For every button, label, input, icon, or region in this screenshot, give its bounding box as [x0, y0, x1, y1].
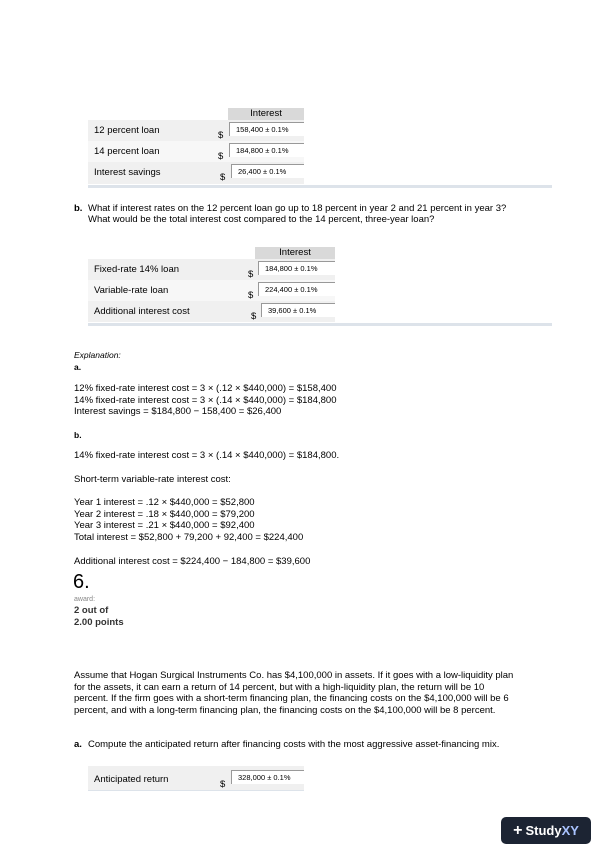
- explanation-line: Total interest = $52,800 + 79,200 + 92,400 = $224,400: [74, 532, 304, 543]
- plus-icon: +: [513, 822, 523, 839]
- table-row: [88, 301, 335, 322]
- answer-field[interactable]: 224,400 ± 0.1%: [258, 282, 335, 296]
- question-body: Assume that Hogan Surgical Instruments Co. has $4,100,000 in assets. If it goes with a low-liquidity plan: [74, 670, 514, 681]
- explanation-part-b: b.: [74, 430, 82, 440]
- currency-symbol: $: [248, 290, 254, 301]
- question-text: What would be the total interest cost compared to the 14 percent, three-year loan?: [88, 214, 435, 225]
- explanation-line: Year 2 interest = .18 × $440,000 = $79,200: [74, 509, 255, 520]
- answer-field[interactable]: 184,800 ± 0.1%: [258, 261, 335, 275]
- row-label: Anticipated return: [94, 774, 169, 785]
- studyxy-logo: + StudyXY: [501, 817, 591, 844]
- question-body: percent, and with a long-term financing plan, the financing costs on the $4,100,000 will be 8 percent.: [74, 705, 496, 716]
- explanation-line: Short-term variable-rate interest cost:: [74, 474, 231, 485]
- row-label: Additional interest cost: [94, 306, 190, 317]
- question-text: Compute the anticipated return after financing costs with the most aggressive asset-financing mix.: [88, 739, 500, 750]
- answer-field[interactable]: 328,000 ± 0.1%: [231, 770, 304, 784]
- currency-symbol: $: [218, 151, 224, 162]
- currency-symbol: $: [251, 311, 257, 322]
- currency-symbol: $: [248, 269, 254, 280]
- interest-table-b: [88, 247, 335, 322]
- currency-symbol: $: [218, 130, 224, 141]
- answer-field[interactable]: 26,400 ± 0.1%: [231, 164, 304, 178]
- divider: [88, 323, 552, 326]
- table-row: [88, 280, 335, 301]
- row-label: 12 percent loan: [94, 125, 160, 136]
- explanation-line: Year 3 interest = .21 × $440,000 = $92,400: [74, 520, 255, 531]
- currency-symbol: $: [220, 779, 226, 790]
- currency-symbol: $: [220, 172, 226, 183]
- table-header: Interest: [255, 247, 335, 259]
- explanation-line: 12% fixed-rate interest cost = 3 × (.12 × $440,000) = $158,400: [74, 383, 337, 394]
- row-label: 14 percent loan: [94, 146, 160, 157]
- question-text: What if interest rates on the 12 percent loan go up to 18 percent in year 2 and 21 percent in year 3?: [88, 203, 507, 214]
- anticipated-return-table: [88, 766, 304, 790]
- answer-field[interactable]: 158,400 ± 0.1%: [229, 122, 304, 136]
- table-row: [88, 120, 304, 184]
- explanation-line: Interest savings = $184,800 − 158,400 = $26,400: [74, 406, 282, 417]
- explanation-part-a: a.: [74, 362, 82, 372]
- explanation-line: 14% fixed-rate interest cost = 3 × (.14 × $440,000) = $184,800: [74, 395, 337, 406]
- table-row: [88, 259, 335, 280]
- question-number: 6.: [73, 571, 90, 593]
- interest-table-a: [88, 108, 304, 184]
- answer-field[interactable]: 39,600 ± 0.1%: [261, 303, 335, 317]
- question-marker: a.: [74, 739, 82, 750]
- row-label: Fixed-rate 14% loan: [94, 264, 180, 275]
- points-score: 2.00 points: [74, 617, 124, 628]
- award-label: award:: [74, 596, 96, 603]
- divider: [88, 790, 304, 791]
- question-body: for the assets, it can earn a return of 14 percent, but with a high-liquidity plan, the return will be 10: [74, 682, 485, 693]
- explanation-heading: Explanation:: [74, 350, 121, 360]
- table-header: Interest: [228, 108, 304, 120]
- row-label: Interest savings: [94, 167, 161, 178]
- question-body: percent. If the firm goes with a short-term financing plan, the financing costs on the $4,100,000 will be 6: [74, 693, 509, 704]
- row-label: Variable-rate loan: [94, 285, 169, 296]
- question-marker: b.: [74, 203, 83, 214]
- explanation-line: Additional interest cost = $224,400 − 184,800 = $39,600: [74, 556, 311, 567]
- points-score: 2 out of: [74, 605, 109, 616]
- answer-field[interactable]: 184,800 ± 0.1%: [229, 143, 304, 157]
- explanation-line: Year 1 interest = .12 × $440,000 = $52,800: [74, 497, 255, 508]
- divider: [88, 185, 552, 188]
- explanation-line: 14% fixed-rate interest cost = 3 × (.14 × $440,000) = $184,800.: [74, 450, 340, 461]
